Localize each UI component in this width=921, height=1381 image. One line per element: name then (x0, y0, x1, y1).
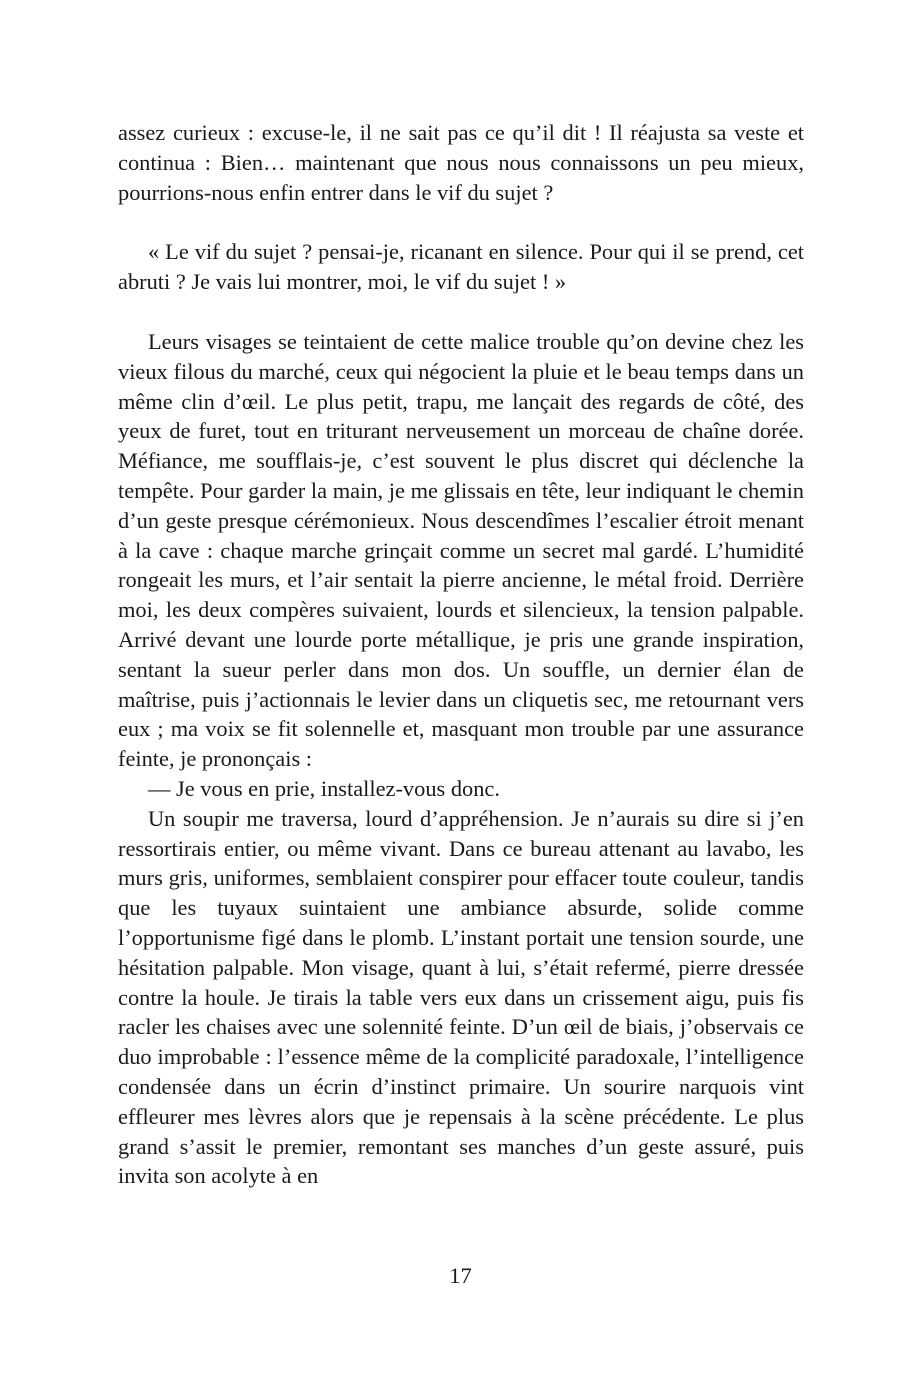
paragraph-continuation: assez curieux : excuse-le, il ne sait pas ce qu’il dit ! Il réajusta sa veste et continua : Bien… maintenant que nous nous connaissons un peu mieux, pourrions-nous enfin entrer dans le vif du sujet ? (118, 120, 804, 205)
page-number: 17 (449, 1263, 472, 1288)
paragraph-office: Un soupir me traversa, lourd d’appréhension. Je n’aurais su dire si j’en ressortirais entier, ou même vivant. Dans ce bureau attenant au lavabo, les murs gris, uniformes, semblaient conspirer pour effacer toute couleur, tandis que les tuyaux suintaient une ambiance absurde, solide comme l’opportunisme figé dans le plomb. L’instant portait une tension sourde, une hésitation palpable. Mon visage, quant à lui, s’était refermé, pierre dressée contre la houle. Je tirais la table vers eux dans un crissement aigu, puis fis racler les chaises avec une solennité feinte. D’un œil de biais, j’observais ce duo improbable : l’essence même de la complicité paradoxale, l’intelligence condensée dans un écrin d’instinct primaire. Un sourire narquois vint effleurer mes lèvres alors que je repensais à la scène précédente. Le plus grand s’assit le premier, remontant ses manches d’un geste assuré, puis invita son acolyte à en (118, 805, 804, 1189)
paragraph-cellar-descent: Leurs visages se teintaient de cette malice trouble qu’on devine chez les vieux filous du marché, ceux qui négocient la pluie et le beau temps dans un même clin d’œil. Le plus petit, trapu, me lançait des regards de côté, des yeux de furet, tout en triturant nerveusement un morceau de chaîne dorée. Méfiance, me soufflais-je, c’est souvent le plus discret qui déclenche la tempête. Pour garder la main, je me glissais en tête, leur indiquant le chemin d’un geste presque cérémonieux. Nous descendîmes l’escalier étroit menant à la cave : chaque marche grinçait comme un secret mal gardé. L’humidité rongeait les murs, et l’air sentait la pierre ancienne, le métal froid. Derrière moi, les deux compères suivaient, lourds et silencieux, la tension palpable. Arrivé devant une lourde porte métallique, je pris une grande inspiration, sentant la sueur perler dans mon dos. Un souffle, un dernier élan de maîtrise, puis j’actionnais le levier dans un cliquetis sec, me retournant vers eux ; ma voix se fit solennelle et, masquant mon trouble par une assurance feinte, je prononçais : (118, 328, 804, 772)
page-body (118, 118, 804, 1191)
paragraph-dialogue: — Je vous en prie, installez-vous donc. (148, 775, 500, 801)
paragraph-inner-thought: « Le vif du sujet ? pensai-je, ricanant en silence. Pour qui il se prend, cet abruti ? Je vais lui montrer, moi, le vif du sujet ! » (118, 239, 804, 295)
